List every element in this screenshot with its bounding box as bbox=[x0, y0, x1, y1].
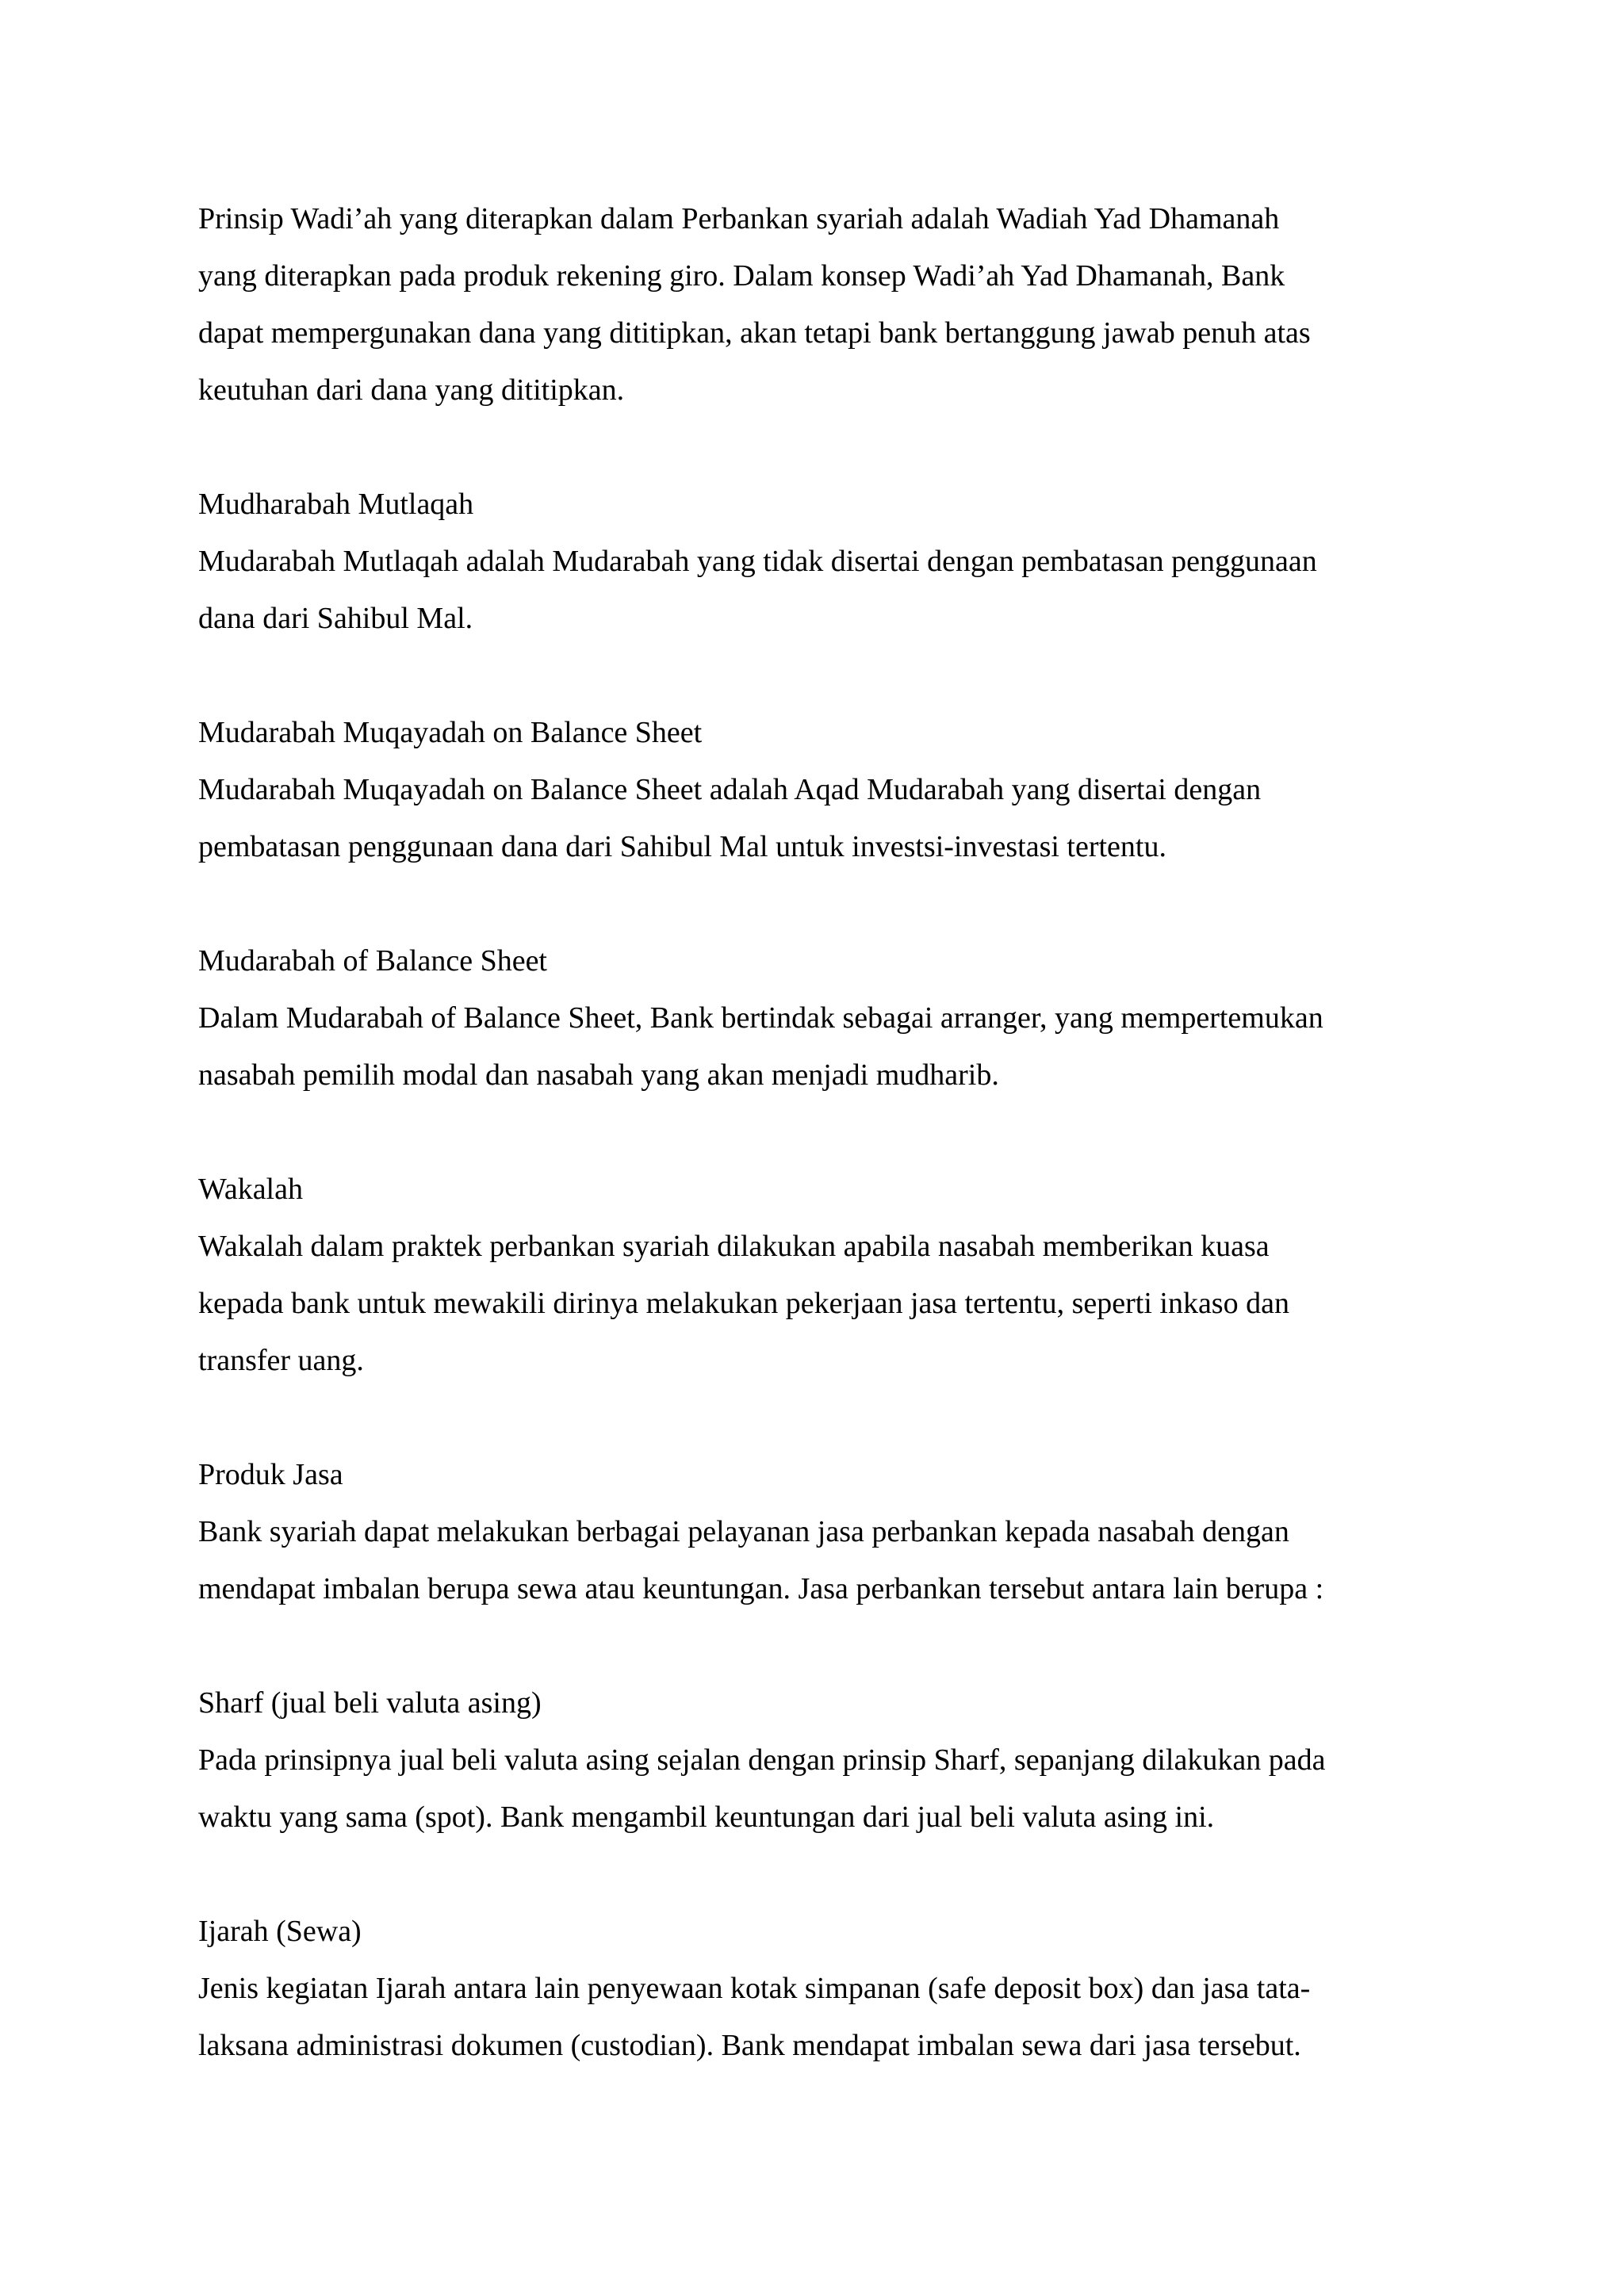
section-body bbox=[198, 1503, 1451, 1617]
section-body bbox=[198, 1960, 1451, 2074]
body-line: Jenis kegiatan Ijarah antara lain penyewaan kotak simpanan (safe deposit box) dan jasa tata- bbox=[198, 1972, 1311, 2005]
section-body bbox=[198, 533, 1451, 647]
section-ijarah bbox=[198, 1903, 1451, 2074]
section-mudharabah-mutlaqah bbox=[198, 476, 1451, 647]
body-line: Pada prinsipnya jual beli valuta asing sejalan dengan prinsip Sharf, sepanjang dilakukan pada bbox=[198, 1743, 1326, 1777]
body-line: kepada bank untuk mewakili dirinya melakukan pekerjaan jasa tertentu, seperti inkaso dan bbox=[198, 1287, 1289, 1320]
body-line: mendapat imbalan berupa sewa atau keuntungan. Jasa perbankan tersebut antara lain berupa : bbox=[198, 1572, 1324, 1605]
section-mudarabah-of-balance-sheet bbox=[198, 932, 1451, 1104]
body-line: laksana administrasi dokumen (custodian). Bank mendapat imbalan sewa dari jasa tersebut. bbox=[198, 2029, 1301, 2062]
section-mudarabah-muqayadah-on-balance-sheet bbox=[198, 704, 1451, 875]
section-heading: Sharf (jual beli valuta asing) bbox=[198, 1686, 542, 1720]
body-line: Mudarabah Muqayadah on Balance Sheet adalah Aqad Mudarabah yang disertai dengan bbox=[198, 773, 1262, 806]
document-content bbox=[198, 190, 1451, 2074]
section-produk-jasa bbox=[198, 1446, 1451, 1617]
body-line: Wakalah dalam praktek perbankan syariah dilakukan apabila nasabah memberikan kuasa bbox=[198, 1230, 1270, 1263]
body-line: dana dari Sahibul Mal. bbox=[198, 602, 473, 635]
body-line: waktu yang sama (spot). Bank mengambil keuntungan dari jual beli valuta asing ini. bbox=[198, 1800, 1215, 1834]
body-line: Bank syariah dapat melakukan berbagai pelayanan jasa perbankan kepada nasabah dengan bbox=[198, 1515, 1289, 1548]
intro-line: keutuhan dari dana yang dititipkan. bbox=[198, 373, 625, 407]
section-sharf bbox=[198, 1674, 1451, 1846]
section-heading: Mudarabah Muqayadah on Balance Sheet bbox=[198, 716, 703, 749]
section-heading: Wakalah bbox=[198, 1173, 303, 1206]
section-wakalah bbox=[198, 1161, 1451, 1389]
intro-line: yang diterapkan pada produk rekening giro. Dalam konsep Wadi’ah Yad Dhamanah, Bank bbox=[198, 259, 1285, 293]
body-line: Dalam Mudarabah of Balance Sheet, Bank bertindak sebagai arranger, yang mempertemukan bbox=[198, 1001, 1323, 1035]
body-line: pembatasan penggunaan dana dari Sahibul Mal untuk investsi-investasi tertentu. bbox=[198, 830, 1166, 863]
intro-line: Prinsip Wadi’ah yang diterapkan dalam Perbankan syariah adalah Wadiah Yad Dhamanah bbox=[198, 202, 1280, 235]
intro-line: dapat mempergunakan dana yang dititipkan, akan tetapi bank bertanggung jawab penuh atas bbox=[198, 316, 1311, 350]
section-body bbox=[198, 1218, 1451, 1389]
section-heading: Produk Jasa bbox=[198, 1458, 343, 1491]
section-heading: Mudharabah Mutlaqah bbox=[198, 488, 474, 521]
body-line: nasabah pemilih modal dan nasabah yang akan menjadi mudharib. bbox=[198, 1058, 999, 1092]
section-heading: Mudarabah of Balance Sheet bbox=[198, 944, 547, 978]
section-heading: Ijarah (Sewa) bbox=[198, 1915, 362, 1948]
body-line: transfer uang. bbox=[198, 1344, 364, 1377]
body-line: Mudarabah Mutlaqah adalah Mudarabah yang tidak disertai dengan pembatasan penggunaan bbox=[198, 545, 1317, 578]
section-body bbox=[198, 761, 1451, 875]
section-body bbox=[198, 989, 1451, 1104]
intro-paragraph bbox=[198, 190, 1451, 419]
section-body bbox=[198, 1732, 1451, 1846]
